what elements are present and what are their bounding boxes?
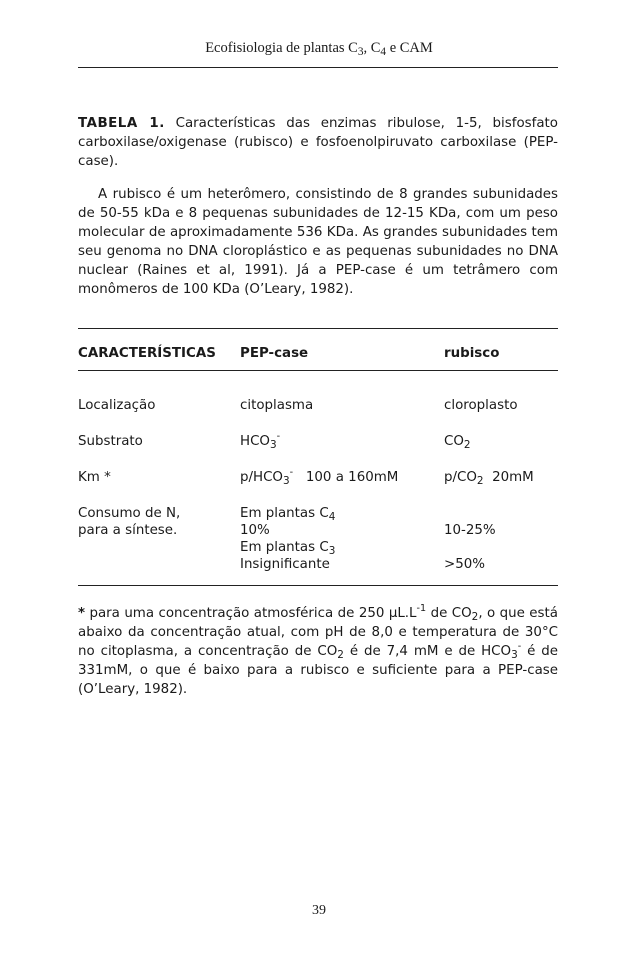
row-consumo-c4-heading: Em plantas $C_4$ [240, 506, 336, 523]
running-header-sub-c4: 4 [380, 46, 387, 59]
row-consumo-rubisco-c3-value: >50% [444, 557, 485, 572]
table-caption-text: Características das enzimas ribulose, 1-5, bisfosfato carboxilase/oxigenase (rubisco) e fosfoenolpiruvato carboxilase (PEP-case). [78, 116, 558, 169]
row-km-rubisco: $p/CO_2$ 20mM [444, 470, 534, 487]
table-header-rubisco: rubisco [444, 346, 500, 361]
row-localizacao-rubisco: cloroplasto [444, 398, 518, 413]
table-header-rule [78, 370, 558, 371]
running-header-text: Ecofisiologia de plantas C [205, 40, 358, 56]
row-consumo-label-line1: Consumo de N, [78, 506, 181, 521]
header-divider [78, 67, 558, 68]
row-km-pepcase: $p/HCO_3^-$ 100 a 160mM [240, 467, 399, 487]
row-consumo-rubisco-c4-value: 10-25% [444, 523, 496, 538]
page-number: 39 [312, 903, 326, 918]
row-km-label: Km * [78, 470, 111, 485]
row-consumo-label-line2: para a síntese. [78, 523, 178, 538]
table-header-caracteristicas: CARACTERÍSTICAS [78, 346, 216, 361]
row-consumo-c3-heading: Em plantas $C_3$ [240, 540, 336, 557]
table-caption [78, 114, 558, 171]
table-header-pepcase: PEP-case [240, 346, 309, 361]
row-substrato-pepcase: $HCO_3^-$ [240, 431, 281, 451]
row-localizacao-label: Localização [78, 398, 156, 413]
running-header-sub-c3: 3 [357, 46, 364, 59]
row-consumo-pepcase-c3-value: Insignificante [240, 557, 330, 572]
running-header [0, 40, 638, 57]
row-localizacao-pepcase: citoplasma [240, 398, 314, 413]
table-bottom-rule [78, 585, 558, 586]
running-header-text-mid: , C [363, 40, 381, 56]
intro-paragraph: A rubisco é um heterômero, consistindo de 8 grandes subunidades de 50-55 kDa e 8 pequenas subunidades de 12-15 KDa, com um peso molecular de aproximadamente 536 KDa. As grandes subunidades tem seu genoma no DNA cloroplástico e as pequenas subunidades no DNA nuclear (Raines et al, 1991). Já a PEP-case é um tetrâmero com monômeros de 100 KDa (O’Leary, 1982). [78, 187, 558, 297]
row-consumo-pepcase-c4-value: 10% [240, 523, 270, 538]
running-header-text-end: e CAM [386, 40, 433, 56]
table-caption-label: TABELA 1. [78, 116, 165, 131]
footnote-star: * [78, 606, 86, 621]
table-footnote: * para uma concentração atmosférica de 250 $\mu L.L^{-1}$ de $CO_2$, o que está abaixo da concentração atual, com pH de 8,0 e temperatura de 30°C no citoplasma, a concentração de $CO_2$ é de 7,4 mM e de $HCO_3^-$ é de 331mM, o que é baixo para a rubisco e suficiente para a PEP-case (O’Leary, 1982). [78, 603, 558, 697]
table-top-rule [78, 328, 558, 329]
row-substrato-label: Substrato [78, 434, 143, 449]
row-substrato-rubisco: $CO_2$ [444, 434, 471, 451]
